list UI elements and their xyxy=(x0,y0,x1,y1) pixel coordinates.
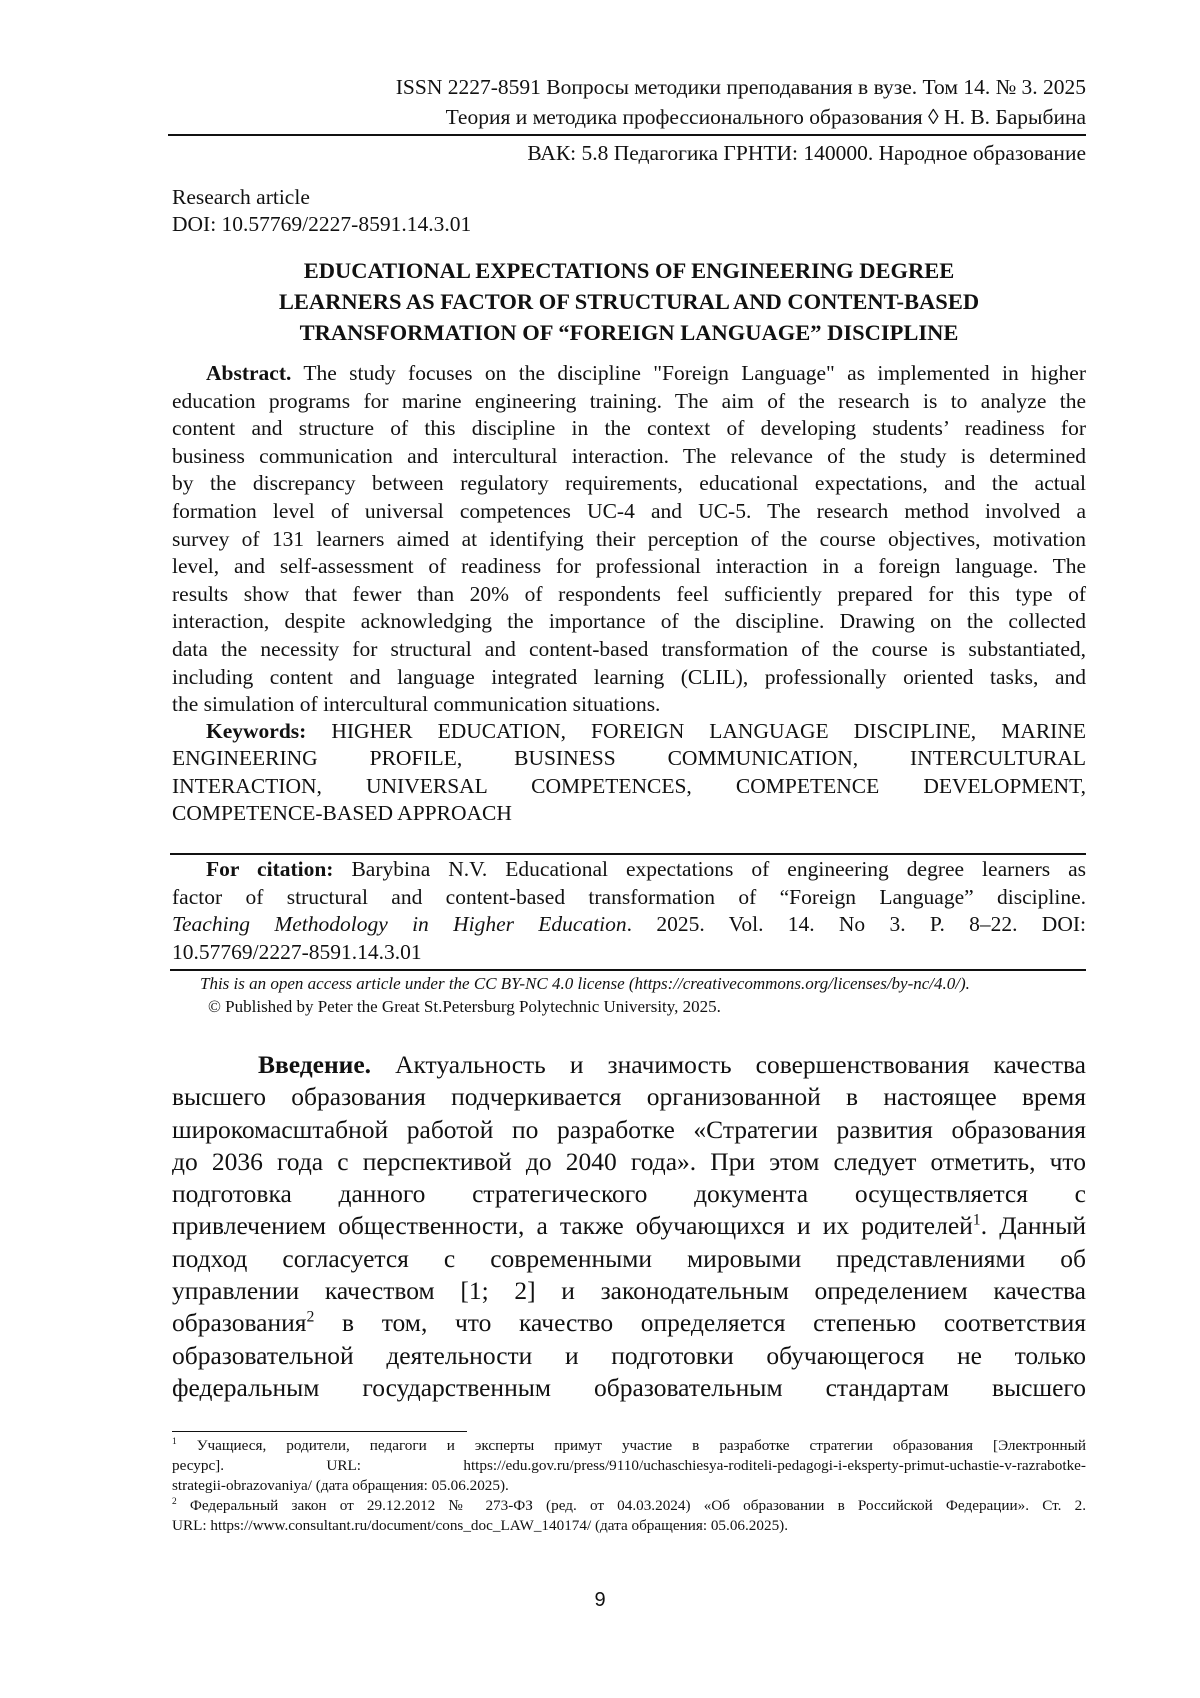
intro-line: высшего образования подчеркивается организованной в настоящее время xyxy=(172,1082,1086,1112)
title-line: TRANSFORMATION OF “FOREIGN LANGUAGE” DISCIPLINE xyxy=(299,320,959,345)
abstract-line: content and structure of this discipline in the context of developing students’ readiness for xyxy=(172,416,1086,441)
intro-line: до 2036 года с перспективой до 2040 года». При этом следует отметить, что xyxy=(172,1146,1086,1176)
abstract-line: formation level of universal competences UC-4 and UC-5. The research method involved a xyxy=(172,498,1086,523)
footnote-number: 1 xyxy=(172,1436,177,1447)
page-number: 9 xyxy=(594,1589,606,1611)
header-rule xyxy=(168,134,1086,136)
article-title xyxy=(172,255,1086,348)
abstract-line: interaction, despite acknowledging the importance of the discipline. Drawing on the collected xyxy=(172,609,1086,634)
citation-label: For citation: xyxy=(206,857,334,881)
intro-label: Введение. xyxy=(258,1050,372,1079)
citation-journal: Teaching Methodology in Higher Education xyxy=(172,912,627,936)
keywords-line: HIGHER EDUCATION, FOREIGN LANGUAGE DISCIPLINE, MARINE xyxy=(306,719,1086,743)
abstract-line: The study focuses on the discipline "Foreign Language" as implemented in higher xyxy=(291,361,1086,385)
intro-line-end: . Данный xyxy=(980,1211,1086,1241)
intro-line: подготовка данного стратегического документа осуществляется с xyxy=(172,1179,1086,1209)
intro-line: привлечением общественности, а также обучающихся и их родителей xyxy=(172,1211,973,1241)
abstract-line: education programs for marine engineering training. The aim of the research is to analyze the xyxy=(172,388,1086,413)
abstract-line: results show that fewer than 20% of respondents feel sufficiently prepared for this type of xyxy=(172,581,1086,606)
footnote-line: strategii-obrazovaniya/ (дата обращения: 05.06.2025). xyxy=(172,1477,509,1494)
abstract-line: data the necessity for structural and content-based transformation of the course is substantiated, xyxy=(172,636,1086,661)
keywords-line: COMPETENCE-BASED APPROACH xyxy=(172,801,512,826)
intro-line: образования xyxy=(172,1308,307,1338)
intro-line: федеральным государственным образовательным стандартам высшего xyxy=(172,1372,1086,1402)
intro-line: широкомасштабной работой по разработке «Стратегии развития образования xyxy=(172,1114,1086,1144)
footnote-line: Федеральный закон от 29.12.2012 № 273-ФЗ (ред. от 04.03.2024) «Об образовании в Российской Федерации». Ст. 2. xyxy=(176,1497,1086,1514)
footnote-ref[interactable]: 1 xyxy=(972,1211,981,1229)
citation-rule xyxy=(170,969,1086,971)
footnotes xyxy=(172,1436,1086,1536)
footnote-line: Учащиеся, родители, педагоги и эксперты примут участие в разработке стратегии образования [Электронный xyxy=(176,1437,1086,1454)
header-section-author: Теория и методика профессионального образования ◊ Н. В. Барыбина xyxy=(445,105,1086,129)
intro-line: Актуальность и значимость совершенствования качества xyxy=(371,1050,1086,1079)
intro-line: управлении качеством [1; 2] и законодательным определением качества xyxy=(172,1276,1086,1306)
publisher-line: © Published by Peter the Great St.Petersburg Polytechnic University, 2025. xyxy=(208,997,721,1016)
abstract-line: business communication and intercultural interaction. The relevance of the study is determined xyxy=(172,443,1086,468)
footnote-ref[interactable]: 2 xyxy=(306,1308,315,1326)
keywords xyxy=(172,718,1086,828)
header-classification: ВАК: 5.8 Педагогика ГРНТИ: 140000. Народное образование xyxy=(527,141,1086,165)
citation-line: Barybina N.V. Educational expectations of engineering degree learners as xyxy=(333,857,1086,881)
header-journal-line: ISSN 2227-8591 Вопросы методики преподавания в вузе. Том 14. № 3. 2025 xyxy=(395,75,1086,99)
footnote-rule xyxy=(172,1431,467,1432)
article-meta xyxy=(172,184,1086,238)
introduction xyxy=(172,1049,1086,1404)
keywords-rule xyxy=(170,853,1086,855)
abstract-line: by the discrepancy between regulatory requirements, educational expectations, and the actual xyxy=(172,471,1086,496)
title-line: EDUCATIONAL EXPECTATIONS OF ENGINEERING DEGREE xyxy=(303,258,955,283)
title-line: LEARNERS AS FACTOR OF STRUCTURAL AND CONTENT-BASED xyxy=(278,289,980,314)
citation-doi: 10.57769/2227-8591.14.3.01 xyxy=(172,939,422,964)
license-note xyxy=(200,972,1086,1018)
license-line: This is an open access article under the CC BY-NC 4.0 license (https://creativecommons.org/licenses/by-nc/4.0/). xyxy=(200,974,970,993)
abstract-line: level, and self-assessment of readiness for professional interaction in a foreign language. The xyxy=(172,554,1086,579)
abstract-line: the simulation of intercultural communication situations. xyxy=(172,692,661,717)
citation xyxy=(172,856,1086,966)
intro-line: подход согласуется с современными мировыми представлениями об xyxy=(172,1243,1086,1273)
intro-line: образовательной деятельности и подготовки обучающегося не только xyxy=(172,1340,1086,1370)
abstract-label: Abstract. xyxy=(206,361,292,385)
intro-line-end: в том, что качество определяется степенью соответствия xyxy=(314,1308,1086,1338)
citation-line: . 2025. Vol. 14. No 3. P. 8–22. DOI: xyxy=(626,912,1086,936)
footnote-line: ресурс]. URL: https://edu.gov.ru/press/9110/uchaschiesya-roditeli-pedagogi-i-eksperty-primut-uchastie-v-razrabotke- xyxy=(172,1457,1086,1474)
abstract xyxy=(172,360,1086,719)
footnote-number: 2 xyxy=(172,1496,177,1507)
article-type: Research article xyxy=(172,185,310,209)
keywords-line: ENGINEERING PROFILE, BUSINESS COMMUNICATION, INTERCULTURAL xyxy=(172,746,1086,771)
abstract-line: survey of 131 learners aimed at identifying their perception of the course objectives, motivation xyxy=(172,526,1086,551)
keywords-line: INTERACTION, UNIVERSAL COMPETENCES, COMPETENCE DEVELOPMENT, xyxy=(172,773,1086,798)
keywords-label: Keywords: xyxy=(206,719,307,743)
footnote-line: URL: https://www.consultant.ru/document/cons_doc_LAW_140174/ (дата обращения: 05.06.2025). xyxy=(172,1517,789,1534)
abstract-line: including content and language integrated learning (CLIL), professionally oriented tasks, and xyxy=(172,664,1086,689)
article-doi: DOI: 10.57769/2227-8591.14.3.01 xyxy=(172,212,472,236)
citation-line: factor of structural and content-based transformation of “Foreign Language” discipline. xyxy=(172,884,1086,909)
